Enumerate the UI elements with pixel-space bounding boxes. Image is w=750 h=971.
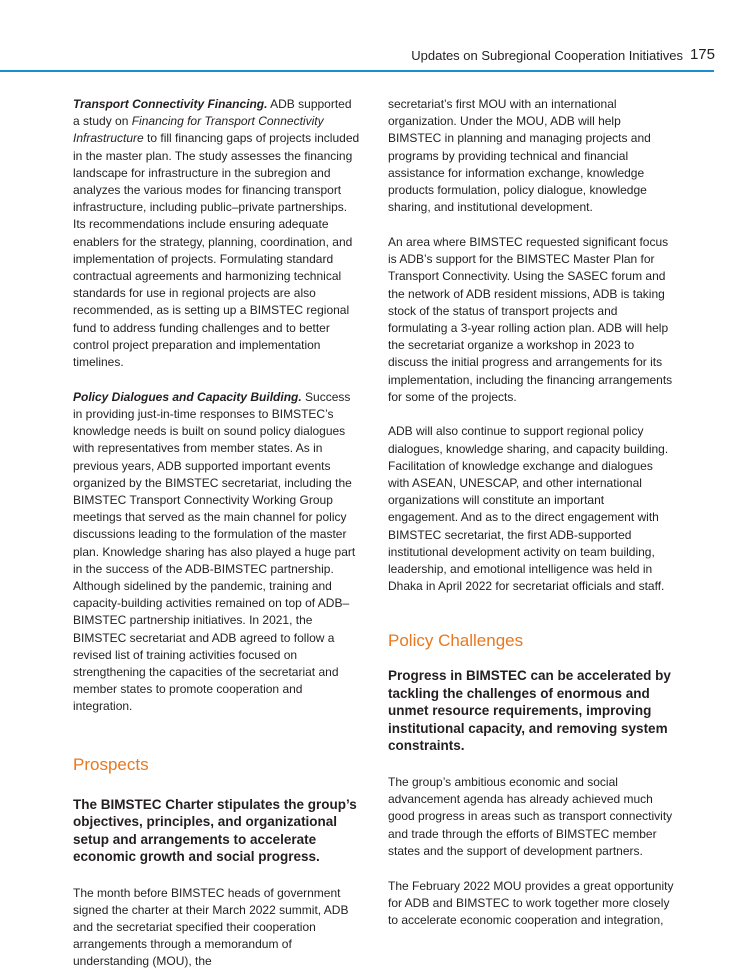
mou-paragraph: secretariat’s first MOU with an international organization. Under the MOU, ADB will help BIMSTEC in planning and managing projects and programs by providing technical and financial assistance for information exchange, knowledge products formulation, policy dialogue, knowledge sharing, and institutional development. bbox=[388, 97, 651, 215]
policy-dialogues-paragraph bbox=[73, 389, 361, 716]
section-summary-prospects: The BIMSTEC Charter stipulates the group’s objectives, principles, and organizational setup and arrangements to accelerate economic growth and social progress. bbox=[73, 796, 357, 865]
section-summary-policy-challenges: Progress in BIMSTEC can be accelerated by tackling the challenges of enormous and unmet resource requirements, improving institutional capacity, and removing system constraints. bbox=[388, 668, 671, 754]
page-number: 175 bbox=[689, 46, 715, 63]
section-heading-policy-challenges: Policy Challenges bbox=[388, 631, 524, 651]
header-rule bbox=[0, 70, 714, 72]
lead-in-heading: Transport Connectivity Financing. bbox=[73, 97, 268, 111]
lead-in-heading: Policy Dialogues and Capacity Building. bbox=[73, 389, 302, 404]
master-plan-paragraph: An area where BIMSTEC requested significant focus is ADB’s support for the BIMSTEC Master Plan for Transport Connectivity. Using the SASEC forum and the network of ADB resident missions, ADB is taking stock of the status of transport projects and formulating a 3-year rolling action plan. ADB will help the secretariat organize a workshop in 2023 to discuss the initial progress and arrangements for its implementation, including the financing arrangements for some of the projects. bbox=[388, 234, 673, 404]
transport-financing-paragraph bbox=[73, 96, 361, 371]
study-title: Financing for Transport Connectivity Infrastructure bbox=[73, 114, 324, 146]
page-header bbox=[0, 0, 750, 72]
mou-opportunity-paragraph: The February 2022 MOU provides a great opportunity for ADB and BIMSTEC to work together more closely to accelerate economic cooperation and integration, bbox=[388, 878, 674, 927]
section-heading-prospects: Prospects bbox=[73, 754, 149, 774]
policy-dialogue-support-paragraph: ADB will also continue to support regional policy dialogues, knowledge sharing, and capacity building. Facilitation of knowledge exchange and dialogues with ASEAN, UNESCAP, and other international organizations will constitute an important engagement. And as to the direct engagement with BIMSTEC secretariat, the first ADB-supported institutional development activity on team building, leadership, and emotional intelligence was held in Dhaka in April 2022 for secretariat officials and staff. bbox=[388, 424, 669, 594]
running-header: Updates on Subregional Cooperation Initiatives bbox=[411, 48, 683, 63]
prospects-paragraph: The month before BIMSTEC heads of government signed the charter at their March 2022 summit, ADB and the secretariat specified their cooperation arrangements through a memorandum of understanding (MOU), the bbox=[73, 885, 349, 969]
agenda-paragraph: The group’s ambitious economic and social advancement agenda has already achieved much good progress in areas such as transport connectivity and trade through the efforts of BIMSTEC member states and the support of development partners. bbox=[388, 774, 673, 858]
body-text: Success in providing just-in-time responses to BIMSTEC’s knowledge needs is built on sound policy dialogues with representatives from member states. As in previous years, ADB supported important events organized by the BIMSTEC secretariat, including the BIMSTEC Transport Connectivity Working Group meetings that served as the main channel for policy discussions leading to the formulation of the master plan. Knowledge sharing has also played a huge part in the success of the ADB-BIMSTEC partnership. Although sidelined by the pandemic, training and capacity-building activities remained on top of ADB–BIMSTEC partnership initiatives. In 2021, the BIMSTEC secretariat and ADB agreed to follow a revised list of training activities focused on strengthening the capacities of the secretariat and member states to promote cooperation and integration. bbox=[73, 389, 356, 714]
right-column bbox=[388, 96, 676, 929]
body-text: to fill financing gaps of projects included in the master plan. The study assesses the financing landscape for infrastructure in the subregion and analyzes the various modes for financing transport infrastructure, including public–private partnerships. Its recommendations include ensuring adequate enablers for the strategy, planning, coordination, and implementation of projects. Formulating standard contractual agreements and harmonizing technical standards for use in regional projects are also recommended, as is setting up a BIMSTEC regional fund to address funding challenges and to better control project preparation and implementation timelines. bbox=[73, 131, 360, 370]
left-column bbox=[73, 96, 361, 971]
body-text: ADB supported a study on bbox=[73, 97, 352, 129]
